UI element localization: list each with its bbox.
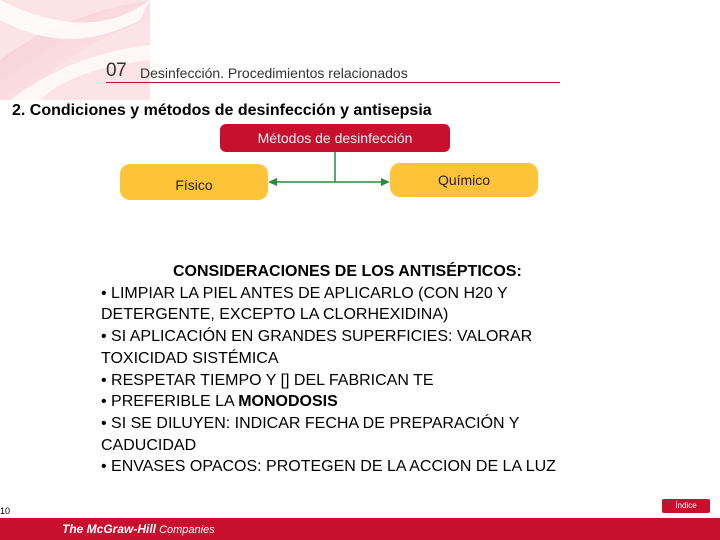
considerations-line: • ENVASES OPACOS: PROTEGEN DE LA ACCION DE LA LUZ xyxy=(101,458,556,476)
diagram-node-quimico: Químico xyxy=(390,163,538,197)
considerations-line: • SI SE DILUYEN: INDICAR FECHA DE PREPARACIÓN Y xyxy=(101,414,520,432)
page-number: 10 xyxy=(0,506,11,516)
considerations-line: • SI APLICACIÓN EN GRANDES SUPERFICIES: VALORAR xyxy=(101,328,533,346)
considerations-line: • LIMPIAR LA PIEL ANTES DE APLICARLO (CON H20 Y xyxy=(101,284,508,302)
arrowhead-left xyxy=(268,178,277,186)
considerations-line-preferible xyxy=(101,391,661,413)
index-button[interactable]: Índice xyxy=(662,499,710,513)
considerations-heading: CONSIDERACIONES DE LOS ANTISÉPTICOS: xyxy=(173,263,522,280)
diagram-node-fisico: Físico xyxy=(120,164,268,200)
preferible-prefix: • PREFERIBLE LA xyxy=(101,393,239,411)
considerations-line: TOXICIDAD SISTÉMICA xyxy=(101,349,279,367)
considerations-line: • RESPETAR TIEMPO Y [] DEL FABRICAN TE xyxy=(101,371,434,389)
considerations-block xyxy=(101,261,661,478)
header-rule xyxy=(106,82,560,83)
publisher-logo xyxy=(62,522,215,536)
considerations-line: CADUCIDAD xyxy=(101,436,197,454)
logo-name: McGraw-Hill xyxy=(86,522,157,536)
arrowhead-right xyxy=(381,178,390,186)
logo-companies: Companies xyxy=(156,524,215,536)
section-heading: 2. Condiciones y métodos de desinfección y antisepsia xyxy=(12,102,432,119)
logo-the: The xyxy=(62,522,87,536)
chapter-number: 07 xyxy=(106,60,127,81)
preferible-bold: MONODOSIS xyxy=(238,393,338,411)
chapter-title: Desinfección. Procedimientos relacionados xyxy=(140,65,408,81)
diagram-root-node: Métodos de desinfección xyxy=(220,124,450,152)
considerations-line: DETERGENTE, EXCEPTO LA CLORHEXIDINA) xyxy=(101,306,449,324)
decorative-swoosh xyxy=(0,0,150,100)
